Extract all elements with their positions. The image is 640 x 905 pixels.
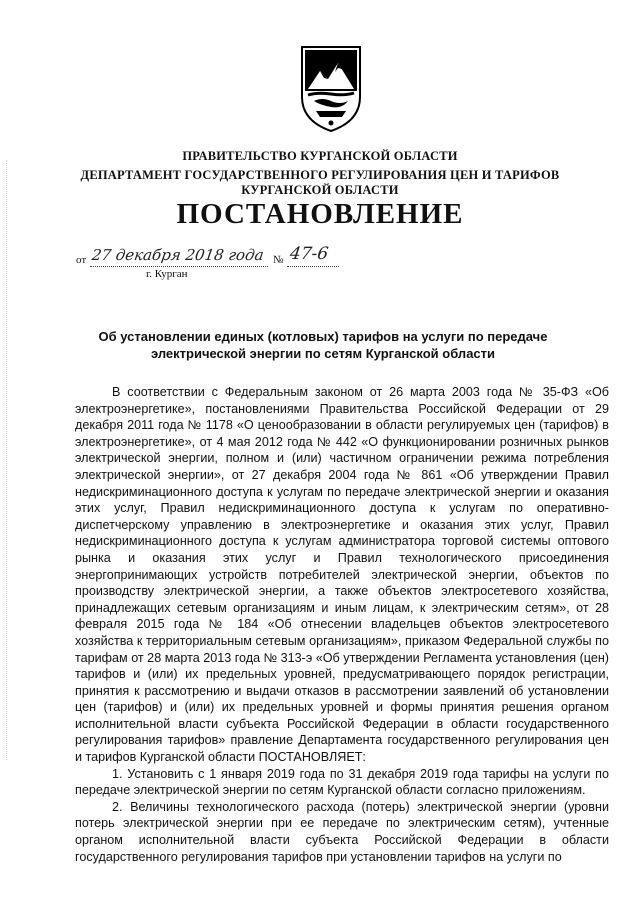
number-underline xyxy=(287,266,339,267)
item-2-paragraph: 2. Величины технологического расхода (потерь) электрической энергии (уровни потерь электрической энергии при ее передаче по электрическим сетям), учтенные органом исполнительной власти субъекта Российской Федерации в области государственного регулирования тарифов при установлении тарифов на услуги по xyxy=(75,799,609,864)
subject-line2: электрической энергии по сетям Курганской области xyxy=(150,346,496,361)
document-subject xyxy=(90,328,556,362)
date-underline xyxy=(90,266,268,267)
number-label: № xyxy=(273,254,284,266)
handwritten-date: 27 декабря 2018 года xyxy=(90,246,265,264)
government-name: ПРАВИТЕЛЬСТВО КУРГАНСКОЙ ОБЛАСТИ xyxy=(182,149,458,163)
document-type-title: ПОСТАНОВЛЕНИЕ xyxy=(176,198,464,230)
subject-line1: Об установлении единых (котловых) тарифов на услуги по передаче xyxy=(98,329,548,344)
department-name-line1: ДЕПАРТАМЕНТ ГОСУДАРСТВЕННОГО РЕГУЛИРОВАНИЯ ЦЕН И ТАРИФОВ xyxy=(80,168,560,182)
scan-margin-artifact xyxy=(6,160,7,760)
city-name: г. Курган xyxy=(146,268,188,280)
item-1-paragraph: 1. Установить с 1 января 2019 года по 31 декабря 2019 года тарифы на услуги по передаче электрической энергии по сетям Курганской области согласно приложениям. xyxy=(75,766,609,798)
department-name-line2: КУРГАНСКОЙ ОБЛАСТИ xyxy=(241,183,399,197)
preamble-paragraph: В соответствии с Федеральным законом от 26 марта 2003 года № 35-ФЗ «Об электроэнергетике», постановлениями Правительства Российской Федерации от 29 декабря 2011 года № 1178 «О ценообразовании в области регулируемых цен (тарифов) в электроэнергетике», от 4 мая 2012 года № 442 «О функционировании розничных рынков электрической энергии, полном и (или) частичном ограничении режима потребления электрической энергии», от 27 декабря 2004 года № 861 «Об утверждении Правил недискриминационного доступа к услугам по передаче электрической энергии и оказания этих услуг, Правил недискриминационного доступа к услугам по оперативно-диспетчерскому управлению в электроэнергетике и оказания этих услуг, Правил недискриминационного доступа к услугам администратора торговой системы оптового рынка и оказания этих услуг и Правил технологического присоединения энергопринимающих устройств потребителей электрической энергии, объектов по производству электрической энергии, а также объектов электросетевого хозяйства, принадлежащих сетевым организациям и иным лицам, к электрическим сетям», от 28 февраля 2015 года № 184 «Об отнесении владельцев объектов электросетевого хозяйства к территориальным сетевым организациям», приказом Федеральной службы по тарифам от 28 марта 2013 года № 313-э «Об утверждении Регламента установления (цен) тарифов и (или) их предельных уровней, предусматривающего порядок регистрации, принятия к рассмотрению и выдачи отказов в рассмотрении заявлений об установлении цен (тарифов) и (или) их предельных уровней и формы принятия решения органом исполнительной власти субъекта Российской Федерации в области государственного регулирования тарифов» правление Департамента государственного регулирования цен и тарифов Курганской области ПОСТАНОВЛЯЕТ: xyxy=(75,385,609,765)
coat-of-arms-emblem xyxy=(298,45,364,133)
handwritten-number: 47-6 xyxy=(288,244,330,264)
date-from-label: от xyxy=(76,254,87,266)
document-body xyxy=(75,384,609,865)
